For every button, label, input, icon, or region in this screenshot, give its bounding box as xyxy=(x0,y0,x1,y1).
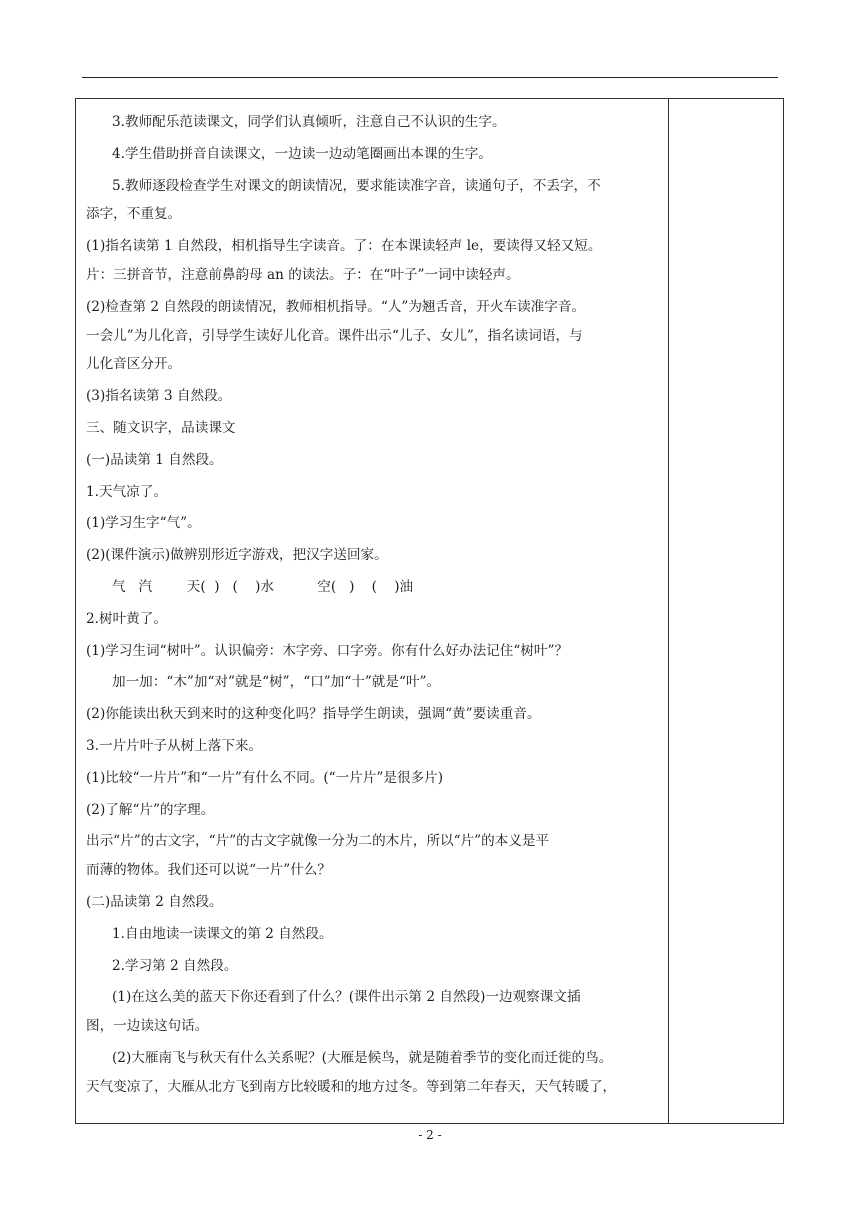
text-line: 5.教师逐段检查学生对课文的朗读情况，要求能读准字音，读通句子，不丢字，不 xyxy=(112,177,601,194)
text-line: 而薄的物体。我们还可以说“一片”什么？ xyxy=(86,862,331,879)
text-line: 一会儿”为儿化音，引导学生读好儿化音。课件出示“儿子、女儿”，指名读词语，与 xyxy=(86,327,583,344)
text-line: 1.天气凉了。 xyxy=(86,483,167,500)
text-line: 气 汽 天( ) ( )水 空( ) ( )油 xyxy=(112,578,414,595)
text-line: (1)指名读第 1 自然段，相机指导生字读音。了：在本课读轻声 le，要读得又轻又短。 xyxy=(86,238,602,255)
text-line: (2)你能读出秋天到来时的这种变化吗？指导学生朗读，强调“黄”要读重音。 xyxy=(86,706,541,723)
lesson-content xyxy=(84,111,664,1108)
text-line: 出示“片”的古文字，“片”的古文字就像一分为二的木片，所以“片”的本义是平 xyxy=(86,833,550,850)
text-line: 2.学习第 2 自然段。 xyxy=(112,957,238,974)
text-line: (1)学习生字“气”。 xyxy=(86,515,201,532)
text-line: (1)学习生词“树叶”。认识偏旁：木字旁、口字旁。你有什么好办法记住“树叶”？ xyxy=(86,642,569,659)
text-line: 3.一片片叶子从树上落下来。 xyxy=(86,737,263,754)
text-line: (3)指名读第 3 自然段。 xyxy=(86,388,232,405)
text-line: (2)大雁南飞与秋天有什么关系呢？(大雁是候鸟，就是随着季节的变化而迁徙的鸟。 xyxy=(112,1049,613,1066)
text-line: (1)比较“一片片”和“一片”有什么不同。(“一片片”是很多片) xyxy=(86,769,444,786)
table-column-divider xyxy=(668,98,669,1124)
text-line: 图，一边读这句话。 xyxy=(86,1018,209,1035)
text-line: 2.树叶黄了。 xyxy=(86,610,167,627)
text-line: 加一加：“木”加“对”就是“树”，“口”加“十”就是“叶”。 xyxy=(112,674,441,691)
text-line: 片：三拼音节，注意前鼻韵母 an 的读法。子：在“叶子”一词中读轻声。 xyxy=(86,266,520,283)
text-line: 天气变凉了，大雁从北方飞到南方比较暖和的地方过冬。等到第二年春天，天气转暖了， xyxy=(86,1078,617,1095)
text-line: 3.教师配乐范读课文，同学们认真倾听，注意自己不认识的生字。 xyxy=(112,114,506,130)
text-line: 三、随文识字，品读课文 xyxy=(86,419,236,436)
text-line: 添字，不重复。 xyxy=(86,206,182,223)
text-line: 1.自由地读一读课文的第 2 自然段。 xyxy=(112,925,333,942)
page-number: - 2 - xyxy=(418,1128,442,1142)
text-line: 儿化音区分开。 xyxy=(86,356,182,373)
text-line: 4.学生借助拼音自读课文，一边读一边动笔圈画出本课的生字。 xyxy=(112,145,492,162)
text-line: (2)检查第 2 自然段的朗读情况，教师相机指导。“人”为翘舌音，开火车读准字音。 xyxy=(86,298,586,315)
text-line: (2)(课件演示)做辨别形近字游戏，把汉字送回家。 xyxy=(86,547,388,564)
text-line: (二)品读第 2 自然段。 xyxy=(86,893,223,910)
text-line: (1)在这么美的蓝天下你还看到了什么？(课件出示第 2 自然段)一边观察课文插 xyxy=(112,989,581,1006)
text-line: (一)品读第 1 自然段。 xyxy=(86,451,223,468)
header-rule xyxy=(82,77,778,78)
text-line: (2)了解“片”的字理。 xyxy=(86,801,215,818)
